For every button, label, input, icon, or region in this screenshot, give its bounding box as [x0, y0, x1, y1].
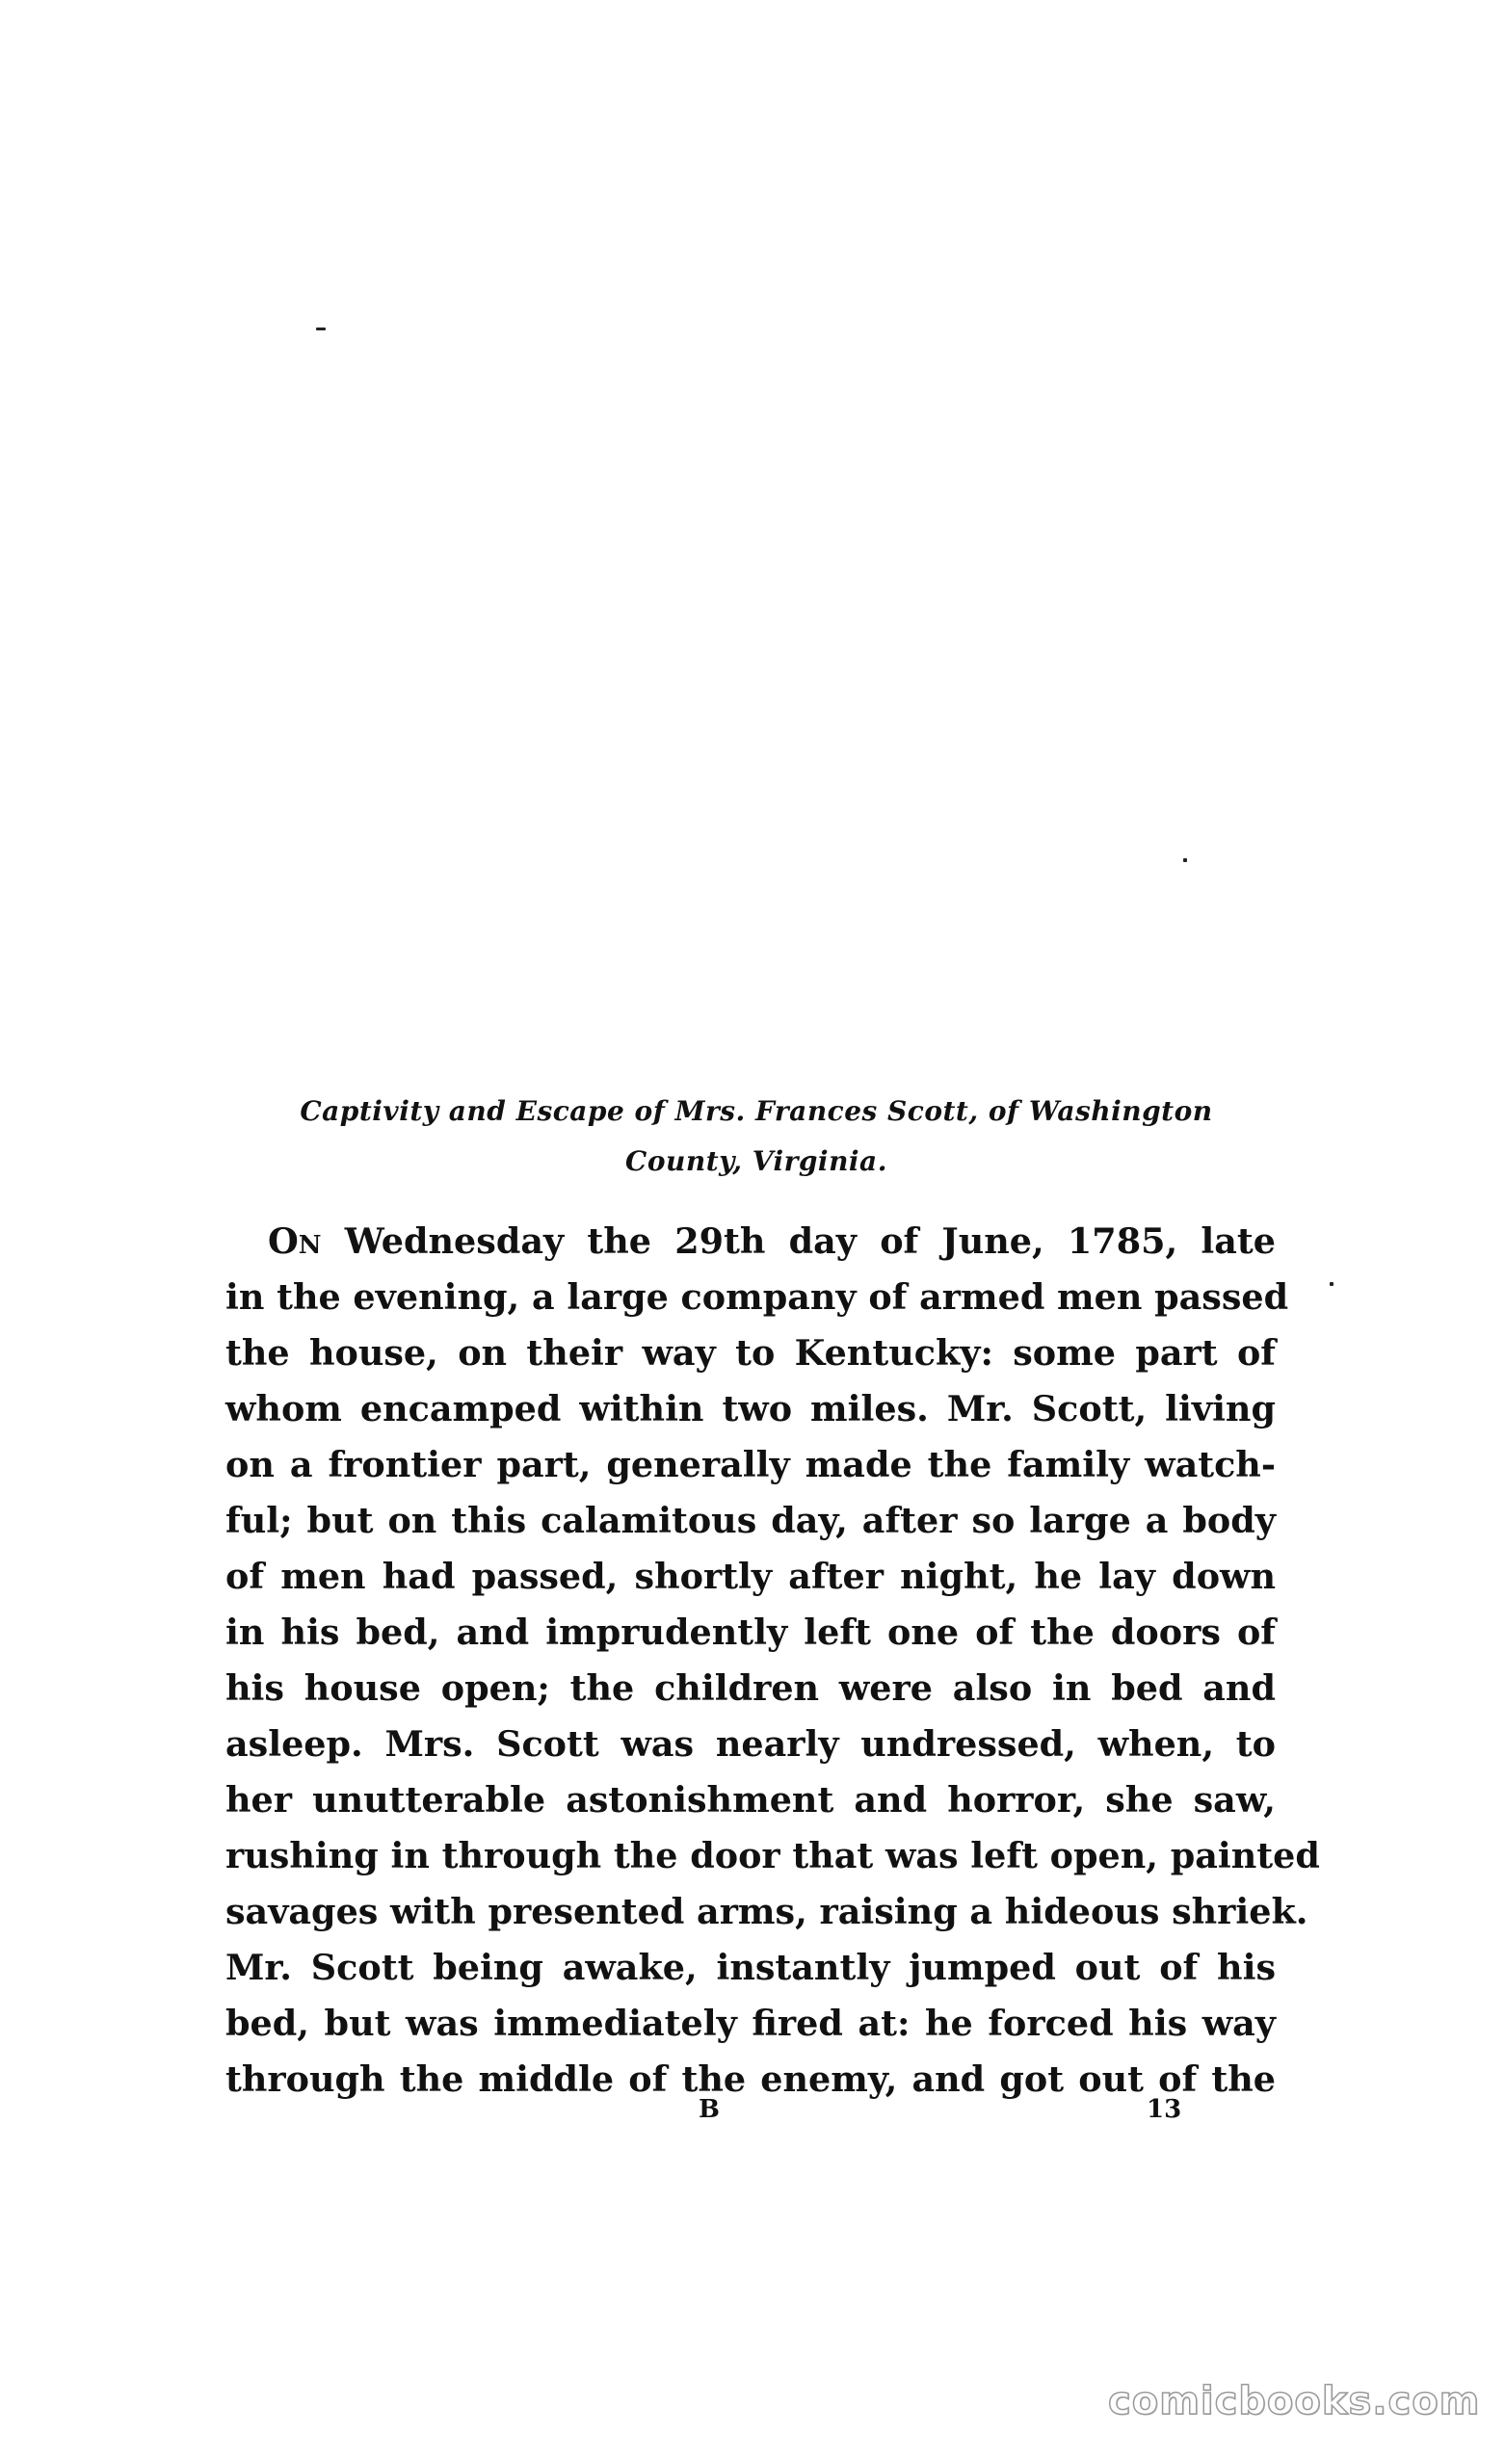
text-line: savages with presented arms, raising a hideous shriek.: [225, 1891, 1308, 1932]
text-line: Mr. Scott being awake, instantly jumped out of his: [225, 1947, 1276, 1988]
text-line: her unutterable astonishment and horror, she saw,: [225, 1779, 1276, 1821]
text-line: ful; but on this calamitous day, after so large a body: [225, 1500, 1276, 1541]
stray-mark: [1330, 1282, 1333, 1286]
text-line: asleep. Mrs. Scott was nearly undressed, when, to: [225, 1723, 1276, 1765]
text-line: bed, but was immediately fired at: he forced his way: [225, 2003, 1276, 2044]
chapter-title-line-2: County, Virginia.: [625, 1145, 887, 1177]
chapter-title: [212, 1087, 1301, 1187]
body-paragraph: [225, 1214, 1320, 2108]
chapter-title-line-1: Captivity and Escape of Mrs. Frances Scott, of Washington: [300, 1095, 1213, 1127]
site-watermark: comicbooks.com: [1108, 2379, 1481, 2424]
signature-mark: B: [699, 2095, 720, 2124]
text-line: whom encamped within two miles. Mr. Scott, living: [225, 1388, 1276, 1429]
text-line: rushing in through the door that was left open, painted: [225, 1835, 1320, 1876]
opening-word: On: [268, 1220, 322, 1262]
text-line: of men had passed, shortly after night, he lay down: [225, 1556, 1276, 1597]
text-line: on a frontier part, generally made the family watch-: [225, 1444, 1276, 1485]
text-line-rest: Wednesday the 29th day of June, 1785, late: [321, 1220, 1276, 1262]
text-line: through the middle of the enemy, and got out of the: [225, 2058, 1276, 2100]
text-line: [225, 1214, 1276, 1270]
text-line: in his bed, and imprudently left one of the doors of: [225, 1612, 1276, 1653]
page-number: 13: [1147, 2095, 1182, 2124]
text-line: his house open; the children were also in bed and: [225, 1667, 1276, 1709]
text-line: the house, on their way to Kentucky: some part of: [225, 1332, 1276, 1374]
text-line: in the evening, a large company of armed men passed: [225, 1276, 1289, 1318]
stray-mark: [316, 328, 326, 330]
stray-mark: [1183, 858, 1187, 862]
